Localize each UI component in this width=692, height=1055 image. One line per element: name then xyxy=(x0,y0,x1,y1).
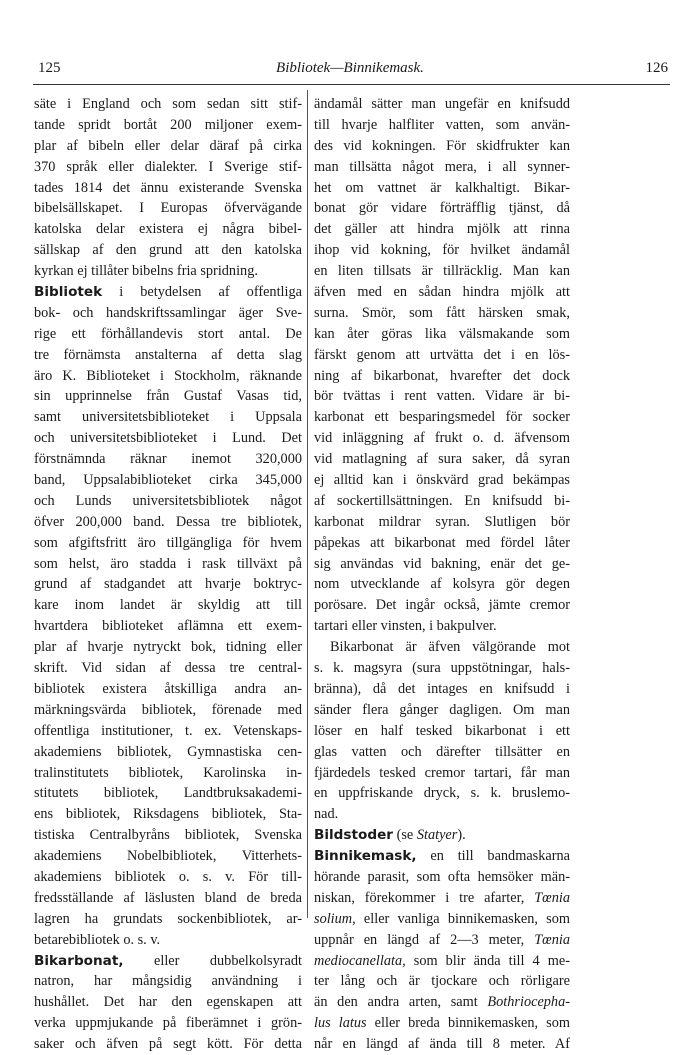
text-line: sin upprinnelse från Gustaf Vasas tid, xyxy=(34,388,302,405)
entry-first-line xyxy=(34,282,302,303)
page-number-right: 126 xyxy=(645,60,668,76)
text-line: surna. Smör, som fått härsken smak, xyxy=(314,304,570,321)
text-line: Bikarbonat är äfven välgörande mot xyxy=(330,639,570,656)
text-line: och Lunds universitetsbibliotek något xyxy=(34,492,302,509)
text-span: eller vanliga binnikemasken, som xyxy=(355,910,570,927)
species-name: lus latus xyxy=(314,1015,367,1032)
text-line xyxy=(314,1013,570,1034)
text-line: man tillsätta något mera, i all synner- xyxy=(314,158,570,175)
text-line: s. k. magsyra (sura uppstötningar, hals- xyxy=(314,660,570,677)
text-line: sig användas vid bakning, enär det ge- xyxy=(314,555,570,572)
text-line: säte i England och som sedan sitt stif- xyxy=(34,96,302,112)
text-line: det gäller att hindra mjölk att rinna xyxy=(314,221,570,238)
text-span: uppnår en längd af 2—3 meter, xyxy=(314,931,535,948)
text-line: kan åter göras lika välsmakande som xyxy=(314,325,570,342)
headword-bikarbonat: Bikarbonat, xyxy=(34,952,124,969)
text-line: sällskap af den grund att den katolska xyxy=(34,242,302,259)
text-line: hushållet. Det har den egenskapen att xyxy=(34,994,302,1011)
text-line: nad. xyxy=(314,806,339,823)
text-line: grund af stadgandet att hvarje boktryc- xyxy=(34,576,302,593)
text-line: stitutets bibliotek, Landtbruksakademi- xyxy=(34,785,302,802)
text-line: skrift. Vid sidan af dessa tre central- xyxy=(34,660,302,677)
text-line: rige ett förhållandevis stort antal. De xyxy=(34,325,302,342)
text-line: en uppfriskande dryck, s. k. bruslemo- xyxy=(314,785,570,802)
text-line: ej alltid kan i önskvärd grad bekämpas xyxy=(314,472,570,489)
text-line: plar af hvarje nytryckt bok, tidning eller xyxy=(34,639,302,656)
text-line: plar af bibeln eller delar däraf på cirka xyxy=(34,137,302,154)
text-line: kyrkan ej tillåter bibelns fria spridning. xyxy=(34,263,258,280)
text-line: hvartdera biblioteket aflämna ett exem- xyxy=(34,618,302,635)
text-line: karbonat ett besparingsmedel för socker xyxy=(314,409,570,426)
text-line: sänder flera gånger dagligen. Om man xyxy=(314,701,570,718)
text-line: hörande parasit, som ofta hemsöker män- xyxy=(314,868,570,885)
column-divider xyxy=(307,90,308,918)
entry-first-line xyxy=(34,951,302,972)
text-line: ter lång och är tjockare och rörligare xyxy=(314,973,570,990)
headword-bibliotek: Bibliotek xyxy=(34,284,103,301)
text-line: akademiens bibliotek o. s. v. För till- xyxy=(34,868,302,885)
text-line: samt universitetsbiblioteket i Uppsala xyxy=(34,409,302,426)
text-line: natron, har mångsidig användning i xyxy=(34,973,302,990)
left-column xyxy=(34,94,302,1055)
text-line: verka uppmjukande på fiberämnet i grön- xyxy=(34,1015,302,1032)
text-line: vid inläggning af frukt o. d. äfvensom xyxy=(314,430,570,447)
entry-text: en till bandmaskarna xyxy=(416,848,570,865)
entry-bildstoder xyxy=(314,825,570,846)
text-span: niskan, förekommer i tre afarter, xyxy=(314,889,535,906)
running-title: Bibliotek—Binnikemask. xyxy=(276,60,424,76)
text-line: förstnämnda räknar inemot 320,000 xyxy=(34,451,302,468)
text-line: öfver 200,000 band. Dessa tre bibliotek, xyxy=(34,513,302,530)
species-name: solium, xyxy=(314,910,356,927)
headword-binnikemask: Binnikemask, xyxy=(314,848,417,865)
entry-binnikemask xyxy=(314,846,570,1055)
text-line: het om vattnet är kalkhaltigt. Bikar- xyxy=(314,179,570,196)
species-name: mediocanellata, xyxy=(314,952,406,969)
text-line: karbonat mildrar syran. Slutligen bör xyxy=(314,513,570,530)
text-span: som blir ända till 4 me- xyxy=(405,952,570,969)
cross-reference: Statyer xyxy=(416,827,458,844)
entry-bibel-continued xyxy=(34,94,302,282)
text-line: en liten tillsats är tillräcklig. Man kan xyxy=(314,263,570,280)
text-line: 370 språk eller dialekter. I Sverige stif- xyxy=(34,158,302,175)
text-span: än den andra arten, samt xyxy=(314,994,488,1011)
entry-text: (se xyxy=(393,827,417,844)
text-line: ändamål sätter man ungefär en knifsudd xyxy=(314,96,570,112)
text-line: når en längd af ända till 8 meter. Af xyxy=(314,1036,570,1053)
text-line: des vid kokningen. För skidfrukter kan xyxy=(314,137,570,154)
headword-bildstoder: Bildstoder xyxy=(314,827,393,844)
paragraph-magsyra xyxy=(314,637,570,825)
text-line xyxy=(314,951,570,972)
text-line xyxy=(314,909,570,930)
entry-first-line xyxy=(314,825,570,846)
text-line: bok- och handskriftssamlingar äger Sve- xyxy=(34,304,302,321)
entry-bibliotek xyxy=(34,282,302,951)
species-name: Tœnia xyxy=(534,889,570,906)
right-column xyxy=(314,94,570,1055)
text-line: porösare. Det ingår också, jämte cremor xyxy=(314,597,570,614)
text-line: till hvarje halfliter vatten, som använ- xyxy=(314,116,570,133)
text-line: ens bibliotek, Riksdagens bibliotek, Sta- xyxy=(34,806,302,823)
text-line: bör tvättas i rent vatten. Vidare är bi- xyxy=(314,388,570,405)
text-line: bränna), då det intages en knifsudd i xyxy=(314,680,570,697)
text-line: saker och äfven på segt kött. För detta xyxy=(34,1036,302,1053)
entry-first-line xyxy=(314,846,570,867)
page-number-left: 125 xyxy=(38,60,61,76)
text-line: märkningsvärda bibliotek, förenade med xyxy=(34,701,302,718)
text-line: tartari eller vinsten, i bakpulver. xyxy=(314,618,497,635)
text-line: tralinstitutets bibliotek, Karolinska in- xyxy=(34,764,302,781)
text-line xyxy=(314,888,570,909)
entry-text: i betydelsen af offentliga xyxy=(102,284,302,301)
text-line: tades 1814 det ännu existerande Svenska xyxy=(34,179,302,196)
text-line xyxy=(314,930,570,951)
entry-bikarbonat-continued xyxy=(314,94,570,637)
text-line: som helst, äro stadda i rask tillväxt på xyxy=(34,555,302,572)
text-line: akademiens bibliotek, Gymnastiska cen- xyxy=(34,743,302,760)
text-line: vid matlagning af sura saker, då syran xyxy=(314,451,570,468)
text-span: eller breda binnikemasken, som xyxy=(366,1015,570,1032)
text-line: påpekas att bikarbonat med fördel låter xyxy=(314,534,570,551)
text-line: band, Uppsalabiblioteket cirka 345,000 xyxy=(34,472,302,489)
text-line: bibliotek existera åtskilliga andra an- xyxy=(34,680,302,697)
text-line: af sockertillsättningen. En knifsudd bi- xyxy=(314,492,570,509)
text-line: bonat gör vidare förträfflig tjänst, då xyxy=(314,200,570,217)
entry-text: ). xyxy=(457,827,466,844)
text-line: och universitetsbiblioteket i Lund. Det xyxy=(34,430,302,447)
text-line: löser en half tesked bikarbonat i ett xyxy=(314,722,570,739)
text-line: ihop vid kokning, för hvilket ändamål xyxy=(314,242,570,259)
text-line: fjärdedels tesked cremor tartari, får man xyxy=(314,764,570,781)
text-line: ning af bikarbonat, hvarefter det dock xyxy=(314,367,570,384)
text-line: bibelsällskapet. I Europas öfvervägande xyxy=(34,200,302,217)
species-name: Tœnia xyxy=(534,931,570,948)
entry-text: eller dubbelkolsyradt xyxy=(123,952,302,969)
text-line: äfven med en sådan hindra mjölk att xyxy=(314,284,570,301)
text-line: tre förnämsta anstalterna af detta slag xyxy=(34,346,302,363)
text-line: lagren ha grundats sockenbibliotek, ar- xyxy=(34,910,302,927)
text-line: offentliga institutioner, t. ex. Vetenskaps- xyxy=(34,722,302,739)
text-line: fredsställande af läslusten bland de breda xyxy=(34,889,302,906)
text-line: nom utvecklande af kolsyra gör degen xyxy=(314,576,570,593)
species-name: Bothriocepha- xyxy=(487,994,570,1011)
text-line: kare inom landet är skyldig att till xyxy=(34,597,302,614)
text-line: som afgiftsfritt äro tillgängliga för hvem xyxy=(34,534,302,551)
text-line: tistiska Centralbyråns bibliotek, Svenska xyxy=(34,827,302,844)
text-line: akademiens Nobelbibliotek, Vitterhets- xyxy=(34,848,302,865)
text-line: katolska delar existera ej några bibel- xyxy=(34,221,302,238)
text-line: glas vatten och därefter tillsätter en xyxy=(314,743,570,760)
header-rule xyxy=(33,84,670,85)
text-line: färskt genom att urtvätta det i en lös- xyxy=(314,346,570,363)
text-line: tande spridt bortåt 200 miljoner exem- xyxy=(34,116,302,133)
text-line: betarebibliotek o. s. v. xyxy=(34,931,161,948)
text-line: äro K. Biblioteket i Stockholm, räknande xyxy=(34,367,302,384)
entry-bikarbonat xyxy=(34,951,302,1055)
page-header xyxy=(30,60,670,82)
text-line xyxy=(314,992,570,1013)
